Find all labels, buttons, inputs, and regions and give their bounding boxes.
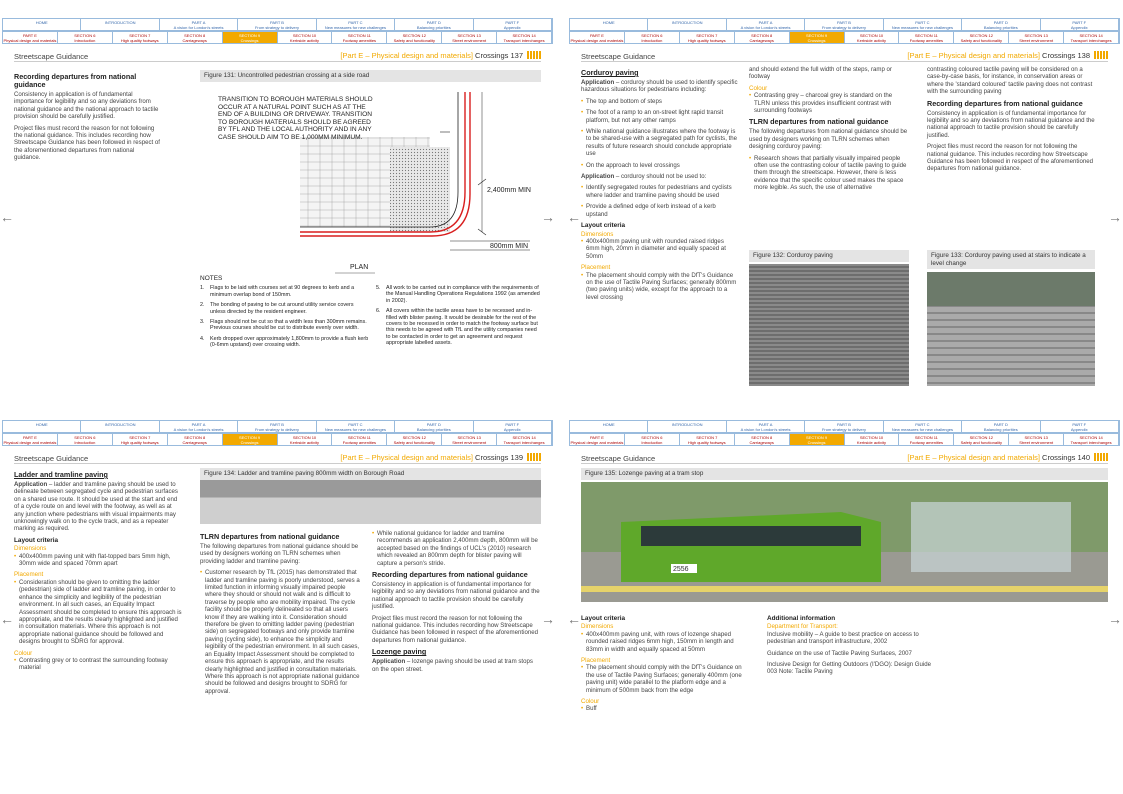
text-column-2 bbox=[749, 66, 909, 196]
nav-section-link[interactable]: SECTION 13 Street environment bbox=[1009, 32, 1064, 43]
page-number: 138 bbox=[1077, 51, 1090, 60]
heading-layout: Layout criteria bbox=[581, 222, 626, 230]
list-item: • Consideration should be given to omitting the ladder (pedestrian) side of ladder and tramline paving, in order to enhance the simplicity and legibility of the pedestrian environment. In all such cases, an Equality Impact Assessment should be completed to ensure this approach is appropriate, and the results clearly highlighted and justified in consultation materials. Where this approach is not appropriate national guidance should be followed and designs brought to SDRG for approval. bbox=[14, 579, 182, 646]
notes-right bbox=[376, 285, 541, 351]
page-number: 137 bbox=[510, 51, 523, 60]
list-item: • While national guidance illustrates where the footway is to be shared-use with a segregated path for cyclists, the results of future research should conclude appropriate use bbox=[581, 128, 739, 158]
list-item: • 400x400mm paving unit with flat-topped bars 5mm high, 30mm wide and spaced 70mm apart bbox=[14, 553, 182, 568]
list-item: • The top and bottom of steps bbox=[581, 98, 739, 105]
arrow-left-icon[interactable]: ← bbox=[567, 209, 581, 225]
note-item: 5. All work to be carried out in compliance with the requirements of the Manual Handling Operations Regulations 1992 (as amended in 2002). bbox=[376, 285, 540, 304]
list-item: • While national guidance for ladder and tramline recommends an application 2,400mm depth, 800mm will be accepted based on the findings of UCL's (2010) research which revealed an 800mm depth for blister paving will capture a person's stride. bbox=[372, 530, 540, 567]
list-item: • Identify segregated routes for pedestrians and cyclists where ladder and tramline paving should be used bbox=[581, 184, 739, 199]
nav-part-link[interactable]: PART B From strategy to delivery bbox=[238, 421, 316, 432]
nav-row-sections bbox=[569, 31, 1120, 44]
section-navigation bbox=[2, 18, 553, 44]
nav-row-sections bbox=[2, 433, 553, 446]
paragraph: Consistency in application is of fundamental importance for legibility and so any deviations from national guidance and the national approach to tactile provision should be carefully justified. bbox=[927, 109, 1095, 139]
nav-part-link[interactable]: PART C New measures for new challenges bbox=[884, 421, 962, 432]
nav-section-link[interactable]: SECTION 8 Carriageways bbox=[735, 32, 790, 43]
text-column-1 bbox=[14, 468, 182, 676]
list-item: • The placement should comply with the DfT's Guidance on the use of Tactile Paving Surfaces; generally 800mm (two paving units) wide, except for the approach to a level crossing bbox=[581, 272, 739, 302]
nav-part-link[interactable]: INTRODUCTION bbox=[81, 19, 159, 30]
nav-section-link[interactable]: SECTION 6 Introduction bbox=[58, 434, 113, 445]
arrow-left-icon[interactable]: ← bbox=[567, 611, 581, 627]
arrow-right-icon[interactable]: → bbox=[1108, 209, 1122, 225]
nav-part-link[interactable]: PART C New measures for new challenges bbox=[884, 19, 962, 30]
subheading-placement: Placement bbox=[581, 657, 611, 665]
paragraph: Application – corduroy should be used to identify specific hazardous situations for pedestrians including: bbox=[581, 79, 738, 94]
nav-part-link[interactable]: PART A A vision for London's streets bbox=[727, 421, 805, 432]
nav-part-link[interactable]: HOME bbox=[3, 421, 81, 432]
section-label: Crossings bbox=[475, 453, 509, 462]
nav-part-link[interactable]: PART F Appendix bbox=[474, 421, 552, 432]
nav-section-link[interactable]: SECTION 14 Transport interchanges bbox=[1064, 32, 1119, 43]
nav-section-link[interactable]: PART E Physical design and materials bbox=[570, 32, 624, 43]
nav-section-link[interactable]: SECTION 8 Carriageways bbox=[168, 32, 223, 43]
paragraph: Application – corduroy should not be used to: bbox=[581, 173, 707, 181]
subheading-colour: Colour bbox=[14, 649, 33, 657]
figure-135 bbox=[581, 468, 1108, 602]
ladder-paving-photo bbox=[200, 480, 541, 524]
nav-part-link[interactable]: INTRODUCTION bbox=[648, 421, 726, 432]
nav-section-link[interactable]: SECTION 10 Kerbside activity bbox=[845, 32, 900, 43]
nav-section-link[interactable]: SECTION 7 High quality footways bbox=[680, 434, 735, 445]
page-number: 140 bbox=[1077, 453, 1090, 462]
section-navigation bbox=[569, 18, 1120, 44]
nav-section-link[interactable]: SECTION 11 Footway amenities bbox=[899, 434, 954, 445]
tram-stop-photo bbox=[581, 482, 1108, 602]
list-item: • 400x400mm paving unit with rounded raised ridges 6mm high, 20mm in diameter and equally spaced at 50mm bbox=[581, 238, 739, 260]
nav-section-link[interactable]: SECTION 14 Transport interchanges bbox=[497, 32, 552, 43]
nav-section-link[interactable]: SECTION 6 Introduction bbox=[625, 32, 680, 43]
heading-tlrn: TLRN departures from national guidance bbox=[200, 532, 340, 541]
text-column-1 bbox=[581, 66, 739, 305]
paragraph: The following departures from national guidance should be used by designers working on TLRN schemes when providing ladder and tramline paving: bbox=[200, 543, 359, 565]
running-head bbox=[340, 453, 523, 462]
nav-section-link[interactable]: SECTION 11 Footway amenities bbox=[332, 434, 387, 445]
figure-caption: Figure 133: Corduroy paving used at stairs to indicate a level change bbox=[927, 250, 1095, 269]
heading-recording-departures: Recording departures from national guidance bbox=[14, 72, 137, 89]
nav-section-link[interactable]: SECTION 8 Carriageways bbox=[735, 434, 790, 445]
nav-part-link[interactable]: PART B From strategy to delivery bbox=[805, 421, 883, 432]
figure-133 bbox=[927, 250, 1095, 386]
nav-section-link[interactable]: SECTION 12 Safety and functionality bbox=[387, 434, 442, 445]
running-head bbox=[907, 51, 1090, 60]
paragraph: contrasting coloured tactile paving will be considered on a case-by-case basis, for instance, in conservation areas or where the 'standard coloured' tactile paving does not contrast with the surrounding paving bbox=[927, 66, 1093, 96]
subheading-dimensions: Dimensions bbox=[581, 230, 614, 238]
list-item: • Buff bbox=[581, 705, 749, 712]
notes-left bbox=[200, 276, 370, 353]
dimension-label-800: 800mm MIN bbox=[490, 243, 529, 250]
nav-section-link[interactable]: SECTION 7 High quality footways bbox=[113, 32, 168, 43]
plan-label: PLAN bbox=[350, 264, 369, 271]
nav-section-link[interactable]: PART E Physical design and materials bbox=[570, 434, 624, 445]
text-column-3 bbox=[372, 530, 540, 677]
section-bars-icon bbox=[527, 51, 541, 59]
page-header bbox=[14, 452, 541, 464]
part-label: [Part E – Physical design and materials] bbox=[907, 51, 1040, 60]
page-number: 139 bbox=[510, 453, 523, 462]
arrow-right-icon[interactable]: → bbox=[541, 209, 555, 225]
nav-part-link[interactable]: INTRODUCTION bbox=[81, 421, 159, 432]
nav-part-link[interactable]: PART A A vision for London's streets bbox=[160, 19, 238, 30]
list-item: • On the approach to level crossings bbox=[581, 162, 739, 169]
page-header bbox=[14, 50, 541, 62]
nav-section-link[interactable]: SECTION 7 High quality footways bbox=[113, 434, 168, 445]
nav-part-link[interactable]: PART A A vision for London's streets bbox=[160, 421, 238, 432]
nav-part-link[interactable]: PART D Balancing priorities bbox=[395, 19, 473, 30]
arrow-left-icon[interactable]: ← bbox=[0, 209, 14, 225]
nav-part-link[interactable]: PART F Appendix bbox=[1041, 19, 1119, 30]
paragraph: Project files must record the reason for not following the national guidance. This includes recording how Streetscape Guidance has been followed in respect of the aforementioned departures from national guidance. bbox=[927, 143, 1093, 173]
section-bars-icon bbox=[1094, 51, 1108, 59]
note-item: 3. Flags should not be cut so that a width less than 300mm remains. Previous courses should be cut to distribute evenly over width. bbox=[200, 319, 367, 332]
part-label: [Part E – Physical design and materials] bbox=[340, 453, 473, 462]
heading-lozenge: Lozenge paving bbox=[372, 647, 427, 657]
nav-part-link[interactable]: PART D Balancing priorities bbox=[395, 421, 473, 432]
nav-row-parts bbox=[569, 420, 1120, 433]
heading-ladder: Ladder and tramline paving bbox=[14, 470, 108, 479]
text-column-left bbox=[14, 70, 160, 166]
nav-section-link[interactable]: SECTION 13 Street environment bbox=[442, 434, 497, 445]
nav-section-link[interactable]: SECTION 12 Safety and functionality bbox=[387, 32, 442, 43]
text-column-3 bbox=[927, 66, 1095, 177]
drawing-annotation: TRANSITION TO BOROUGH MATERIALS SHOULD OCCUR AT A NATURAL POINT SUCH AS AT THE END OF A BUILDING OR DRIVEWAY. TRANSITION TO BOROUGH MATERIALS SHOULD BE AGREED BY TFL AND THE LOCAL AUTHORITY AND IN ANY CASE SHOULD AIM TO BE 1,000MM MINIMUM. bbox=[218, 96, 373, 141]
nav-part-link[interactable]: PART B From strategy to delivery bbox=[805, 19, 883, 30]
heading-recording-departures: Recording departures from national guidance bbox=[927, 98, 1083, 108]
nav-section-link[interactable]: SECTION 7 High quality footways bbox=[680, 32, 735, 43]
note-item: 6. All covers within the tactile areas have to be recessed and in-filled with blister paving. It would be desirable for the rest of the covers to be recessed in order to match the footway surface but this needs to be agreed with TfL and the utility companies need to be contacted in order to get an agreement and request appropriate labelled assets. bbox=[376, 308, 538, 347]
subheading-dft: Department for Transport: bbox=[767, 623, 838, 631]
running-head bbox=[340, 51, 523, 60]
text-column-2 bbox=[200, 530, 360, 699]
tram-number: 2556 bbox=[673, 566, 689, 573]
nav-part-link[interactable]: HOME bbox=[570, 19, 648, 30]
paragraph: and should extend the full width of the steps, ramp or footway bbox=[749, 66, 892, 81]
list-item: • The foot of a ramp to an on-street light rapid transit platform, but not any other ramps bbox=[581, 109, 739, 124]
reference: Inclusive mobility – A guide to best practice on access to pedestrian and transport infrastructure, 2002 bbox=[767, 630, 919, 646]
publication-title: Streetscape Guidance bbox=[581, 52, 656, 61]
paragraph: The following departures from national guidance should be used by designers working on TLRN schemes when designing corduroy paving: bbox=[749, 128, 908, 151]
nav-section-link[interactable]: PART E Physical design and materials bbox=[3, 434, 57, 445]
heading-layout: Layout criteria bbox=[581, 615, 626, 622]
nav-part-link[interactable]: PART D Balancing priorities bbox=[962, 421, 1040, 432]
nav-section-link[interactable]: SECTION 14 Transport interchanges bbox=[497, 434, 552, 445]
nav-section-link[interactable]: SECTION 9 Crossings bbox=[790, 32, 845, 43]
subheading-colour: Colour bbox=[749, 84, 768, 92]
page-137 bbox=[0, 0, 555, 390]
nav-section-link[interactable]: SECTION 10 Kerbside activity bbox=[278, 32, 333, 43]
reference: Guidance on the use of Tactile Paving Surfaces, 2007 bbox=[767, 649, 912, 657]
nav-part-link[interactable]: HOME bbox=[570, 421, 648, 432]
nav-section-link[interactable]: SECTION 8 Carriageways bbox=[168, 434, 223, 445]
corduroy-photo bbox=[749, 264, 909, 386]
list-item: • Provide a defined edge of kerb instead of a kerb upstand bbox=[581, 203, 739, 218]
section-navigation bbox=[2, 420, 553, 446]
page-header bbox=[581, 452, 1108, 464]
reference: Inclusive Design for Getting Outdoors (I'DGO): Design Guide 003 Note: Tactile Paving bbox=[767, 661, 932, 676]
nav-row-parts bbox=[569, 18, 1120, 31]
subheading-dimensions: Dimensions bbox=[581, 623, 614, 631]
figure-134 bbox=[200, 468, 541, 524]
publication-title: Streetscape Guidance bbox=[14, 454, 89, 463]
running-head bbox=[907, 453, 1090, 462]
paragraph: Application – lozenge paving should be used at tram stops on the open street. bbox=[372, 658, 533, 673]
section-label: Crossings bbox=[1042, 51, 1076, 60]
nav-section-link[interactable]: SECTION 12 Safety and functionality bbox=[954, 434, 1009, 445]
nav-section-link[interactable]: SECTION 9 Crossings bbox=[790, 434, 845, 445]
nav-part-link[interactable]: PART A A vision for London's streets bbox=[727, 19, 805, 30]
note-item: 2. The bonding of paving to be cut around utility service covers unless directed by the resident engineer. bbox=[200, 302, 354, 315]
subheading-dimensions: Dimensions bbox=[14, 545, 47, 553]
section-bars-icon bbox=[1094, 453, 1108, 461]
list-item: • The placement should comply with the DfT's Guidance on the use of Tactile Paving Surfaces; generally 400mm (one paving unit) wide parallel to the platform edge and a minimum of 500mm back from the edge bbox=[581, 664, 749, 694]
part-label: [Part E – Physical design and materials] bbox=[340, 51, 473, 60]
figure-caption: Figure 134: Ladder and tramline paving 800mm width on Borough Road bbox=[200, 468, 541, 480]
page-138 bbox=[567, 0, 1122, 390]
nav-row-parts bbox=[2, 18, 553, 31]
subheading-placement: Placement bbox=[581, 264, 611, 272]
nav-section-link[interactable]: SECTION 14 Transport interchanges bbox=[1064, 434, 1119, 445]
text-column-1 bbox=[581, 612, 749, 717]
heading-additional: Additional information bbox=[767, 615, 836, 622]
page-header bbox=[581, 50, 1108, 62]
text-column-2 bbox=[767, 612, 937, 680]
paragraph: Project files must record the reason for not following the national guidance. This includes recording how Streetscape Guidance has been followed in respect of the aforementioned departures from national guidance. bbox=[372, 614, 538, 644]
publication-title: Streetscape Guidance bbox=[14, 52, 89, 61]
section-label: Crossings bbox=[475, 51, 509, 60]
nav-part-link[interactable]: PART F Appendix bbox=[1041, 421, 1119, 432]
arrow-right-icon[interactable]: → bbox=[541, 611, 555, 627]
figure-caption: Figure 135: Lozenge paving at a tram stop bbox=[581, 468, 1108, 480]
nav-part-link[interactable]: PART D Balancing priorities bbox=[962, 19, 1040, 30]
nav-section-link[interactable]: SECTION 9 Crossings bbox=[223, 434, 278, 445]
nav-section-link[interactable]: SECTION 10 Kerbside activity bbox=[845, 434, 900, 445]
nav-section-link[interactable]: SECTION 10 Kerbside activity bbox=[278, 434, 333, 445]
nav-section-link[interactable]: SECTION 13 Street environment bbox=[1009, 434, 1064, 445]
nav-section-link[interactable]: SECTION 11 Footway amenities bbox=[899, 32, 954, 43]
nav-part-link[interactable]: PART B From strategy to delivery bbox=[238, 19, 316, 30]
heading-tlrn: TLRN departures from national guidance bbox=[749, 117, 889, 127]
nav-section-link[interactable]: SECTION 6 Introduction bbox=[625, 434, 680, 445]
nav-row-sections bbox=[2, 31, 553, 44]
figure-caption: Figure 131: Uncontrolled pedestrian crossing at a side road bbox=[200, 70, 541, 82]
heading-corduroy: Corduroy paving bbox=[581, 68, 639, 77]
subheading-placement: Placement bbox=[14, 571, 44, 579]
section-bars-icon bbox=[527, 453, 541, 461]
nav-section-link[interactable]: SECTION 9 Crossings bbox=[223, 32, 278, 43]
paragraph: Consistency in application is of fundamental importance for legibility and so any deviations from national guidance and the national approach to tactile provision should be carefully justified. bbox=[14, 91, 159, 121]
nav-part-link[interactable]: INTRODUCTION bbox=[648, 19, 726, 30]
list-item: • Contrasting grey or to contrast the surrounding footway material bbox=[14, 657, 182, 672]
nav-part-link[interactable]: PART C New measures for new challenges bbox=[317, 421, 395, 432]
publication-title: Streetscape Guidance bbox=[581, 454, 656, 463]
nav-row-parts bbox=[2, 420, 553, 433]
arrow-right-icon[interactable]: → bbox=[1108, 611, 1122, 627]
heading-recording-departures: Recording departures from national guidance bbox=[372, 570, 528, 580]
dimension-label-2400: 2,400mm MIN bbox=[487, 187, 531, 194]
figure-caption: Figure 132: Corduroy paving bbox=[749, 250, 909, 262]
notes-title: NOTES bbox=[200, 275, 223, 282]
note-item: 4. Kerb dropped over approximately 1,800mm to provide a flush kerb (0-6mm upstand) over crossing width. bbox=[200, 335, 369, 349]
list-item: • Customer research by TfL (2015) has demonstrated that ladder and tramline paving is poorly understood, serves a limited function in informing visually impaired people where they should or should not walk and is difficult to traverse by people who are mobility impaired. The cycle facility should be properly delineated so that all users know if they are walking into it. Consideration should therefore be given to omitting ladder paving (pedestrian side) on segregated footways and only provide tramline paving (cycling side), to enhance the simplicity and legibility of the pedestrian environment. In all such cases, an Equality Impact Assessment should be completed to ensure this approach is appropriate, and the results clearly highlighted and justified in consultation materials. Where this approach is not appropriate national guidance should be followed and designs brought to SDRG for approval. bbox=[200, 569, 360, 695]
nav-section-link[interactable]: SECTION 12 Safety and functionality bbox=[954, 32, 1009, 43]
section-navigation bbox=[569, 420, 1120, 446]
page-139 bbox=[0, 402, 555, 792]
note-item: 1. Flags to be laid with courses set at 90 degrees to kerb and a minimum overlap bond of 150mm. bbox=[200, 285, 355, 298]
arrow-left-icon[interactable]: ← bbox=[0, 611, 14, 627]
paragraph: Project files must record the reason for not following the national guidance. This includes recording how Streetscape Guidance has been followed in respect of the aforementioned departures from national guidance. bbox=[14, 124, 161, 162]
nav-part-link[interactable]: PART C New measures for new challenges bbox=[317, 19, 395, 30]
subheading-colour: Colour bbox=[581, 698, 600, 706]
nav-part-link[interactable]: PART F Appendix bbox=[474, 19, 552, 30]
heading-layout: Layout criteria bbox=[14, 536, 59, 544]
part-label: [Part E – Physical design and materials] bbox=[907, 453, 1040, 462]
list-item: • Research shows that partially visually impaired people often use the contrasting colour of tactile paving to guide them through the streetscape. However, there is less evidence that the specific colour used makes the space more legible. As such, the use of alternative bbox=[749, 155, 909, 192]
figure-132 bbox=[749, 250, 909, 386]
list-item: • 400x400mm paving unit, with rows of lozenge shaped rounded raised ridges 6mm high, 150mm in length and 83mm in width and equally spaced at 50mm bbox=[581, 631, 749, 653]
nav-part-link[interactable]: HOME bbox=[3, 19, 81, 30]
list-item: • Contrasting grey – charcoal grey is standard on the TLRN unless this provides insufficient contrast with surrounding footways bbox=[749, 92, 909, 114]
paragraph: Application – ladder and tramline paving should be used to delineate between segregated cycle and pedestrian surfaces on a shared use route. It should be used at the start and end of a cycle route on and level with the footway, as well as at any junction where pedestrians with visual impairments may unknowingly walk on to the cycle track, and as a repeater marking as required. bbox=[14, 481, 178, 533]
nav-section-link[interactable]: PART E Physical design and materials bbox=[3, 32, 57, 43]
paragraph: Consistency in application is of fundamental importance for legibility and so any deviations from national guidance and the national approach to tactile provision should be carefully justified. bbox=[372, 581, 540, 611]
nav-section-link[interactable]: SECTION 6 Introduction bbox=[58, 32, 113, 43]
figure-131 bbox=[200, 70, 541, 386]
stairs-photo bbox=[927, 272, 1095, 386]
nav-section-link[interactable]: SECTION 11 Footway amenities bbox=[332, 32, 387, 43]
nav-row-sections bbox=[569, 433, 1120, 446]
page-140 bbox=[567, 402, 1122, 792]
nav-section-link[interactable]: SECTION 13 Street environment bbox=[442, 32, 497, 43]
section-label: Crossings bbox=[1042, 453, 1076, 462]
